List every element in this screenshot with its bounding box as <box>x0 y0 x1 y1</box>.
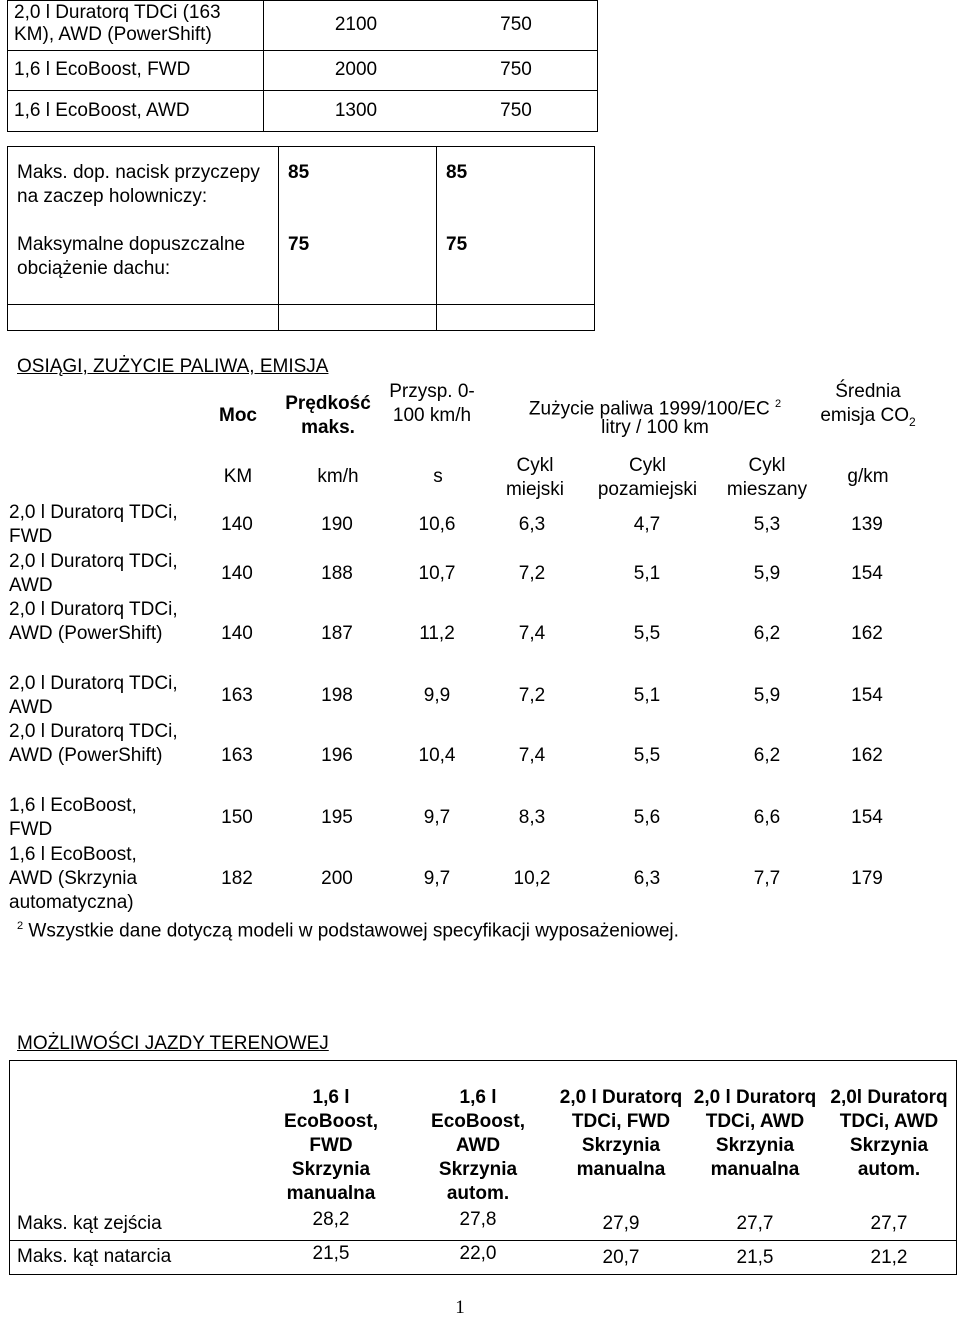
offroad-cell: 28,2 <box>312 1209 350 1230</box>
offroad-cell: 21,5 <box>736 1247 774 1268</box>
offroad-cell: 22,0 <box>459 1243 497 1264</box>
col-header-accel: Przysp. 0-100 km/h <box>389 381 475 426</box>
performance-cell: 7,7 <box>753 868 781 889</box>
performance-cell: 8,3 <box>518 807 546 828</box>
offroad-row-label: Maks. kąt natarcia <box>17 1246 172 1267</box>
performance-row-label: 2,0 l Duratorq TDCi, FWD <box>9 502 178 547</box>
load-row-label: Maks. dop. nacisk przyczepy na zaczep holowniczy: <box>17 162 260 207</box>
col-header-speed: Prędkość maks. <box>285 393 371 438</box>
load-row-value: 85 <box>288 162 310 183</box>
col-header-emission <box>818 380 918 434</box>
performance-cell: 7,2 <box>518 685 546 706</box>
performance-row-label: 2,0 l Duratorq TDCi, AWD (PowerShift) <box>9 599 178 644</box>
offroad-cell: 21,2 <box>870 1247 908 1268</box>
fuel-header-text: Zużycie paliwa 1999/100/EC <box>528 398 770 420</box>
col-header-power: Moc <box>219 405 257 426</box>
performance-cell: 6,3 <box>518 514 546 535</box>
offroad-column-header: 1,6 l EcoBoost, AWD Skrzynia autom. <box>431 1087 525 1204</box>
load-row-label: Maksymalne dopuszczalne obciążenie dachu: <box>17 234 246 279</box>
performance-cell: 187 <box>321 623 353 644</box>
offroad-cell: 27,9 <box>602 1213 640 1234</box>
performance-cell: 5,5 <box>633 623 661 644</box>
top-table-divider <box>263 0 264 132</box>
performance-cell: 5,1 <box>633 563 661 584</box>
performance-cell: 11,2 <box>419 623 455 644</box>
offroad-row-label: Maks. kąt zejścia <box>17 1213 162 1234</box>
unit-km: KM <box>223 466 253 487</box>
performance-cell: 140 <box>221 514 253 535</box>
performance-cell: 154 <box>851 685 883 706</box>
performance-cell: 200 <box>321 868 353 889</box>
load-row-value: 75 <box>288 234 310 255</box>
footnote <box>17 914 679 943</box>
performance-cell: 10,2 <box>513 868 551 889</box>
performance-cell: 190 <box>321 514 353 535</box>
performance-cell: 162 <box>851 623 883 644</box>
performance-cell: 6,2 <box>753 623 781 644</box>
top-row-value: 1300 <box>334 100 378 121</box>
performance-cell: 182 <box>221 868 253 889</box>
top-row-value: 750 <box>500 14 532 35</box>
offroad-row-line <box>9 1240 957 1241</box>
footnote-text: Wszystkie dane dotyczą modeli w podstawowej specyfikacji wyposażeniowej. <box>28 920 679 942</box>
performance-cell: 7,4 <box>518 623 546 644</box>
performance-row-label: 1,6 l EcoBoost, FWD <box>9 795 137 840</box>
performance-cell: 10,6 <box>418 514 456 535</box>
performance-cell: 5,5 <box>633 745 661 766</box>
col-header-extra: Cykl pozamiejski <box>597 455 698 500</box>
performance-cell: 195 <box>321 807 353 828</box>
unit-gkm: g/km <box>847 466 889 487</box>
top-table-row-line <box>7 90 598 91</box>
performance-cell: 179 <box>851 868 883 889</box>
offroad-column-header: 2,0 l Duratorq TDCi, FWD Skrzynia manualna <box>559 1087 683 1180</box>
performance-cell: 5,9 <box>753 563 781 584</box>
performance-row-label: 2,0 l Duratorq TDCi, AWD <box>9 551 178 596</box>
performance-cell: 198 <box>321 685 353 706</box>
performance-cell: 6,3 <box>633 868 661 889</box>
load-row-value: 75 <box>446 234 468 255</box>
col-header-fuel-unit: litry / 100 km <box>601 417 709 438</box>
performance-row-label: 2,0 l Duratorq TDCi, AWD (PowerShift) <box>9 721 178 766</box>
performance-cell: 162 <box>851 745 883 766</box>
offroad-cell: 27,7 <box>870 1213 908 1234</box>
performance-cell: 10,4 <box>418 745 456 766</box>
col-header-mixed: Cykl mieszany <box>726 455 808 500</box>
top-row-value: 2100 <box>334 14 378 35</box>
offroad-column-header: 2,0l Duratorq TDCi, AWD Skrzynia autom. <box>830 1087 948 1180</box>
performance-cell: 5,6 <box>633 807 661 828</box>
offroad-cell: 27,7 <box>736 1213 774 1234</box>
top-row-value: 750 <box>500 59 532 80</box>
offroad-column-header: 2,0 l Duratorq TDCi, AWD Skrzynia manualna <box>693 1087 817 1180</box>
performance-cell: 150 <box>221 807 253 828</box>
performance-cell: 7,4 <box>518 745 546 766</box>
emission-header-text: Średnia emisja CO <box>820 381 909 426</box>
performance-cell: 5,3 <box>753 514 781 535</box>
fuel-footnote-mark: 2 <box>774 398 782 410</box>
performance-cell: 5,9 <box>753 685 781 706</box>
top-table-row-line <box>7 50 598 51</box>
offroad-cell: 27,8 <box>459 1209 497 1230</box>
performance-cell: 139 <box>851 514 883 535</box>
top-row-value: 750 <box>500 100 532 121</box>
footnote-mark: 2 <box>17 920 24 932</box>
top-row-label: 1,6 l EcoBoost, FWD <box>14 59 191 80</box>
offroad-column-header: 1,6 l EcoBoost, FWD Skrzynia manualna <box>284 1087 378 1204</box>
offroad-cell: 20,7 <box>602 1247 640 1268</box>
performance-cell: 7,2 <box>518 563 546 584</box>
performance-cell: 140 <box>221 563 253 584</box>
performance-cell: 154 <box>851 563 883 584</box>
performance-row-label: 2,0 l Duratorq TDCi, AWD <box>9 673 178 718</box>
performance-cell: 154 <box>851 807 883 828</box>
offroad-cell: 21,5 <box>312 1243 350 1264</box>
top-row-label: 2,0 l Duratorq TDCi (163 KM), AWD (PowerShift) <box>14 2 221 45</box>
performance-cell: 196 <box>321 745 353 766</box>
unit-s: s <box>433 466 443 487</box>
performance-cell: 163 <box>221 745 253 766</box>
performance-cell: 9,7 <box>423 868 451 889</box>
load-row-value: 85 <box>446 162 468 183</box>
top-row-value: 2000 <box>334 59 378 80</box>
performance-cell: 9,9 <box>423 685 451 706</box>
performance-cell: 163 <box>221 685 253 706</box>
col-header-urban: Cykl miejski <box>505 455 565 500</box>
unit-kmh: km/h <box>317 466 359 487</box>
performance-cell: 6,6 <box>753 807 781 828</box>
performance-cell: 10,7 <box>418 563 456 584</box>
performance-title: OSIĄGI, ZUŻYCIE PALIWA, EMISJA <box>17 356 329 377</box>
performance-cell: 140 <box>221 623 253 644</box>
performance-cell: 9,7 <box>423 807 451 828</box>
offroad-title: MOŻLIWOŚCI JAZDY TERENOWEJ <box>17 1033 329 1054</box>
page-number: 1 <box>455 1297 465 1318</box>
performance-cell: 188 <box>321 563 353 584</box>
top-row-label: 1,6 l EcoBoost, AWD <box>14 100 190 121</box>
performance-row-label: 1,6 l EcoBoost, AWD (Skrzynia automatyczna) <box>9 844 138 913</box>
emission-sub: 2 <box>909 414 916 429</box>
performance-cell: 6,2 <box>753 745 781 766</box>
performance-cell: 4,7 <box>633 514 661 535</box>
load-table-row-line <box>7 304 595 305</box>
performance-cell: 5,1 <box>633 685 661 706</box>
